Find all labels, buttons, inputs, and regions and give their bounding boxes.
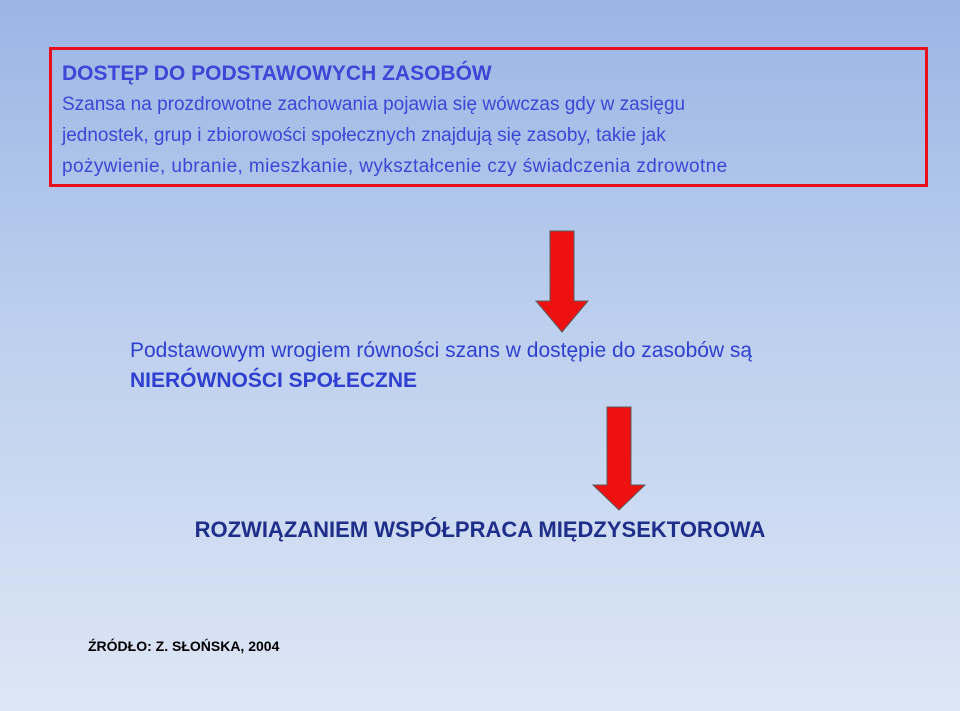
resource-access-box [49,47,928,187]
down-arrow-icon [534,229,590,335]
solution-heading: ROZWIĄZANIEM WSPÓŁPRACA MIĘDZYSEKTOROWA [194,517,766,542]
box-title: DOSTĘP DO PODSTAWOWYCH ZASOBÓW [62,62,492,85]
inequality-sentence: Podstawowym wrogiem równości szans w dostępie do zasobów są [130,339,753,362]
box-text-line-3: pożywienie, ubranie, mieszkanie, wykształcenie czy świadczenia zdrowotne [62,156,728,177]
down-arrow-icon [591,405,647,513]
inequality-statement [130,335,752,395]
social-inequalities-label: NIERÓWNOŚCI SPOŁECZNE [130,369,418,392]
box-text-line-2: jednostek, grup i zbiorowości społecznych znajdują się zasoby, takie jak [62,125,666,146]
box-text-line-1: Szansa na prozdrowotne zachowania pojawia się wówczas gdy w zasięgu [62,94,686,115]
source-citation: ŹRÓDŁO: Z. SŁOŃSKA, 2004 [88,638,280,654]
